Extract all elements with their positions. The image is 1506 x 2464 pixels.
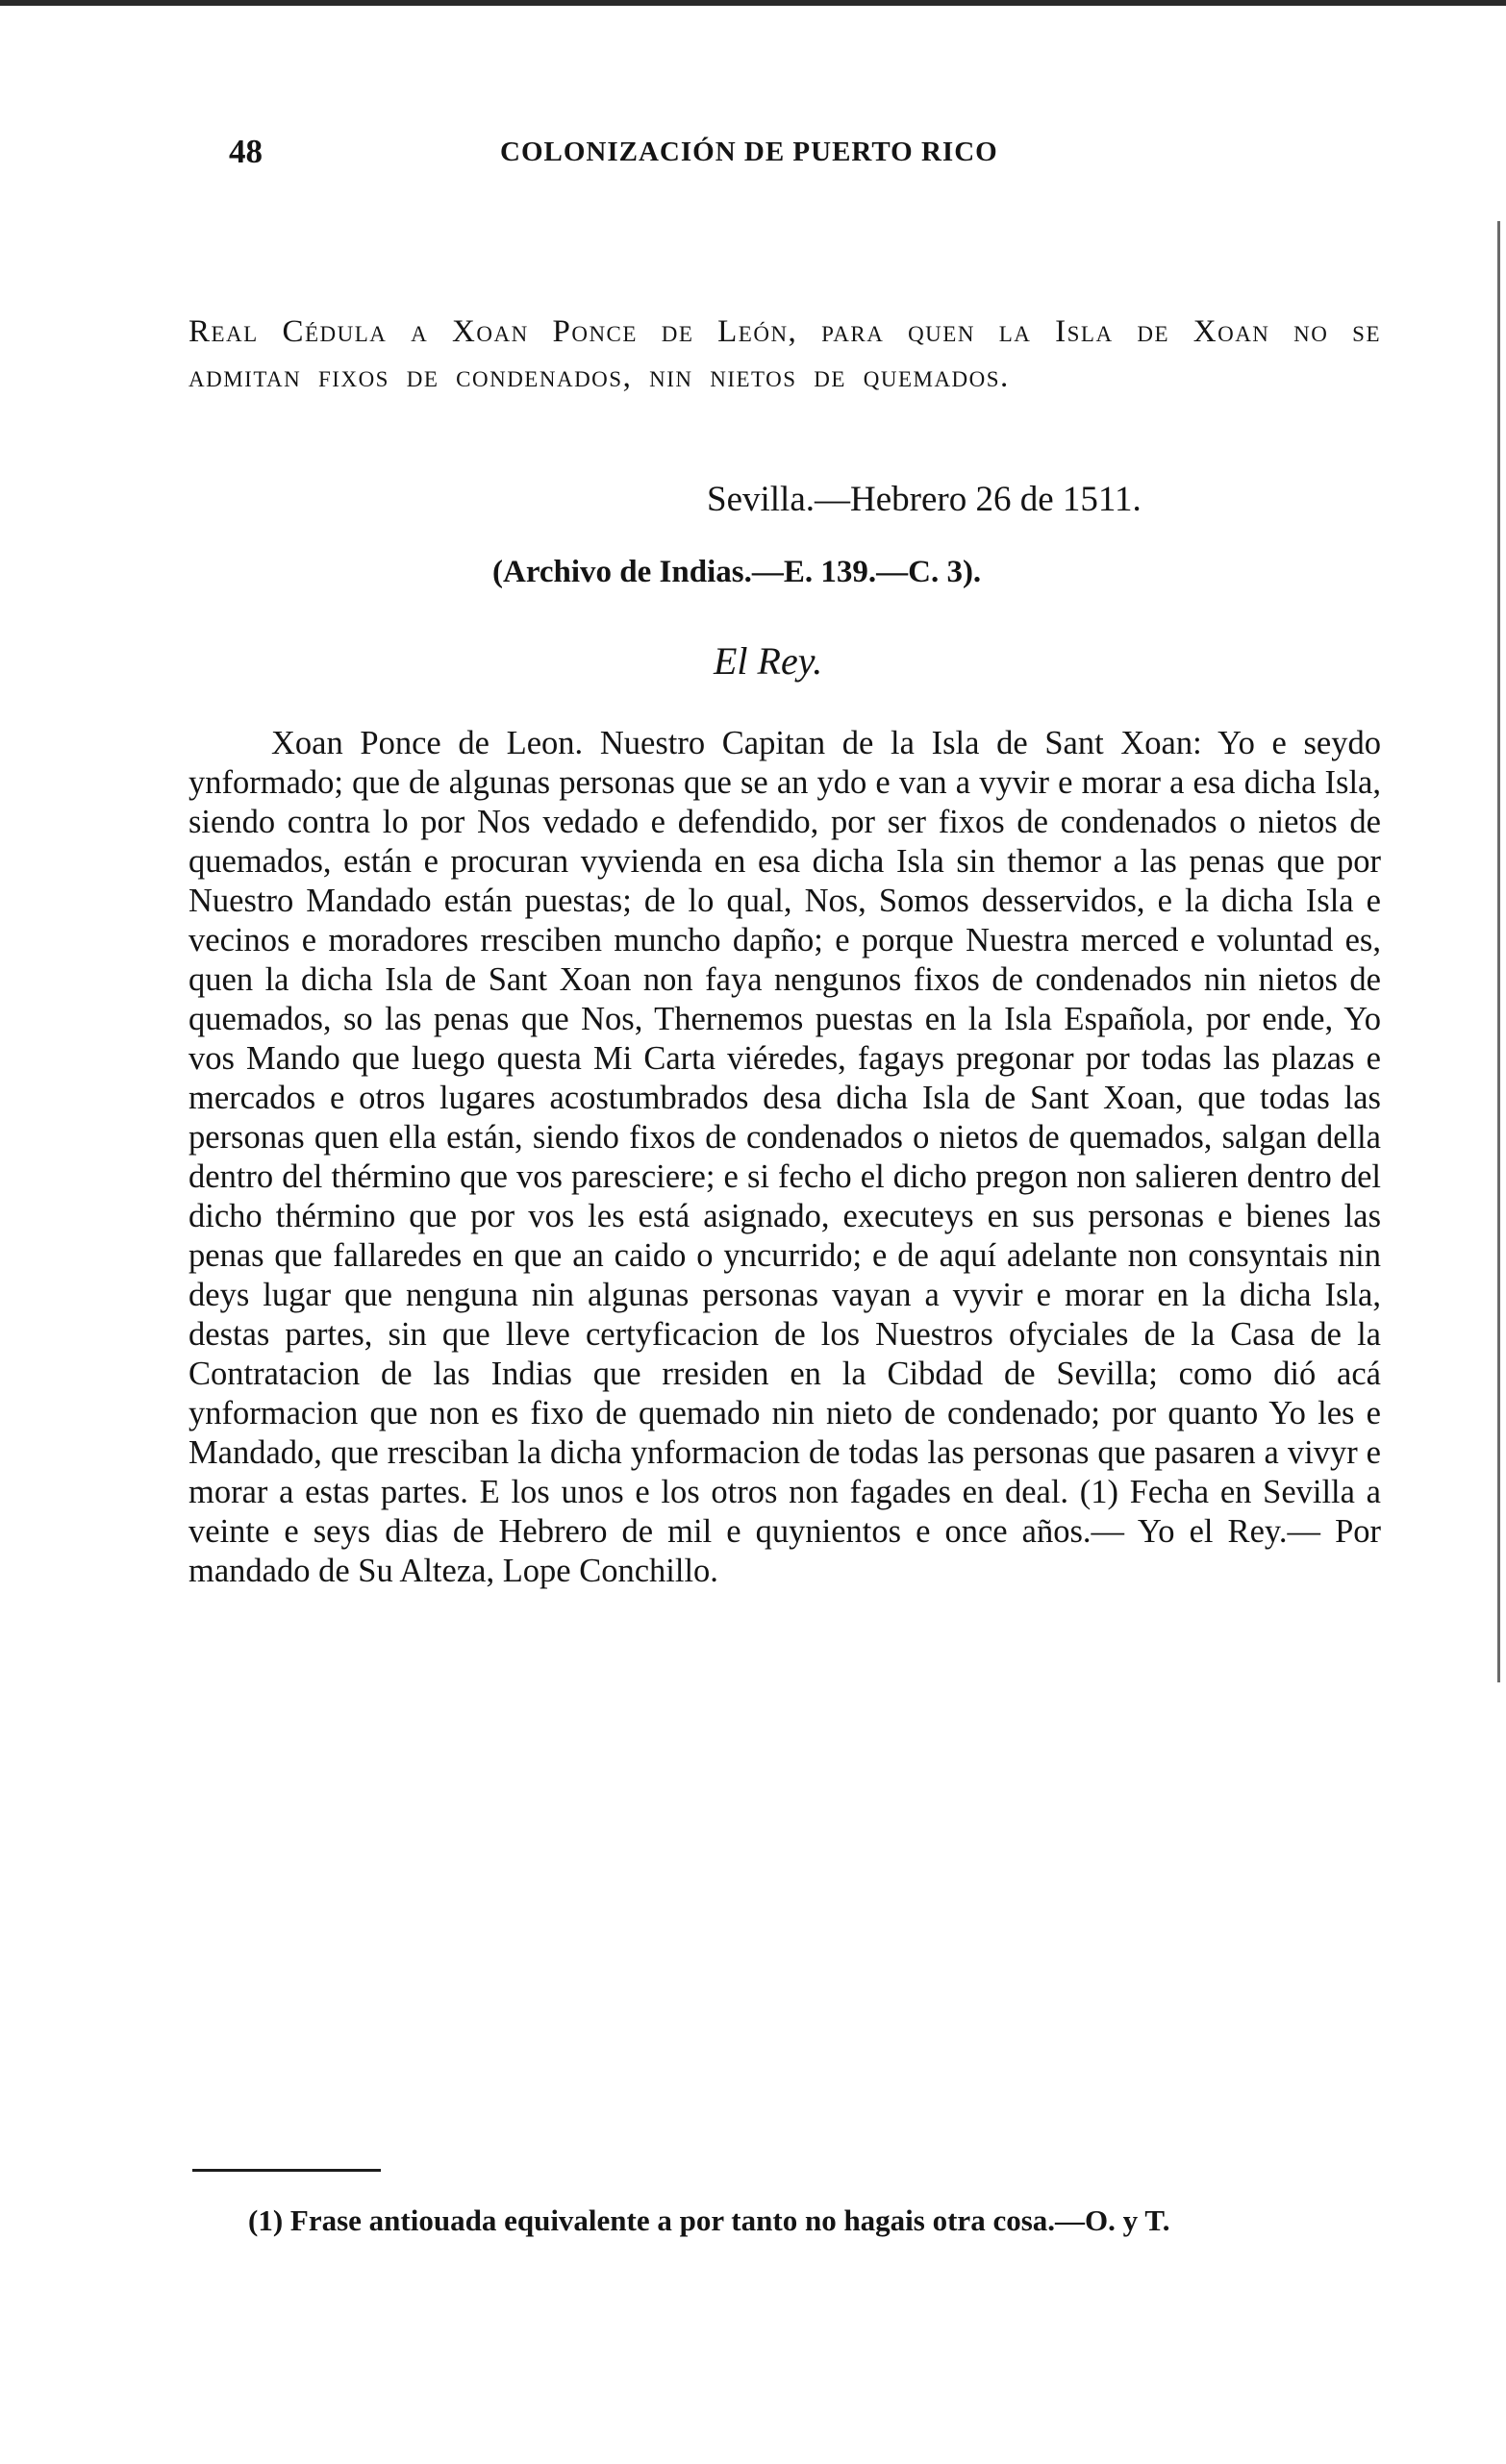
document-title: Real Cédula a Xoan Ponce de León, para quen la Isla de Xoan no se admitan fixos de condenados, nin nietos de quemados. xyxy=(188,314,1381,394)
king-heading: El Rey. xyxy=(714,639,823,683)
top-edge-rule xyxy=(0,0,1506,6)
footnote-divider xyxy=(192,2169,381,2172)
page-header xyxy=(229,133,1383,190)
archive-reference: (Archivo de Indias.—E. 139.—C. 3). xyxy=(492,555,982,589)
footnote: (1) Frase antiouada equivalente a por tanto no hagais otra cosa.—O. y T. xyxy=(248,2203,1170,2237)
page-number: 48 xyxy=(229,133,263,170)
decree-body: Xoan Ponce de Leon. Nuestro Capitan de la Isla de Sant Xoan: Yo e seydo ynformado; que de algunas personas que se an ydo e van a vyvir e morar a esa dicha Isla, siendo contra lo por Nos vedado e defendido, por ser fixos de condenados o nietos de quemados, están e procuran vyvienda en esa dicha Isla sin themor a las penas que por Nuestro Mandado están puestas; de lo qual, Nos, Somos desservidos, e la dicha Isla e vecinos e moradores rresciben muncho dapño; e porque Nuestra merced e voluntad es, quen la dicha Isla de Sant Xoan non faya nengunos fixos de condenados nin nietos de quemados, so las penas que Nos, Thernemos puestas en la Isla Española, por ende, Yo vos Mando que luego questa Mi Carta viéredes, fagays pregonar por todas las plazas e mercados e otros lugares acostumbrados desa dicha Isla de Sant Xoan, que todas las personas quen ella están, siendo fixos de condenados o nietos de quemados, salgan della dentro del thérmino que vos paresciere; e si fecho el dicho pregon non salieren dentro del dicho thérmino que por vos les está asignado, executeys en sus personas e bienes las penas que fallaredes en que an caido o yncurrido; e de aquí adelante non consyntais nin deys lugar que nenguna nin algunas personas vayan a vyvir e morar en la dicha Isla, destas partes, sin que lleve certyficacion de los Nuestros ofyciales de la Casa de la Contratacion de las Indias que rresiden en la Cibdad de Sevilla; como dió acá ynformacion que non es fixo de quemado nin nieto de condenado; por quanto Yo les e Mandado, que rresciban la dicha ynformacion de todas las personas que pasaren a vivyr e morar a estas partes. E los unos e los otros non fagades en deal. (1) Fecha en Sevilla a veinte e seys dias de Hebrero de mil e quynientos e once años.— Yo el Rey.— Por mandado de Su Alteza, Lope Conchillo. xyxy=(188,725,1381,1589)
dateline: Sevilla.—Hebrero 26 de 1511. xyxy=(707,480,1142,519)
binding-edge-rule xyxy=(1497,221,1500,1682)
running-head: COLONIZACIÓN DE PUERTO RICO xyxy=(500,137,998,167)
